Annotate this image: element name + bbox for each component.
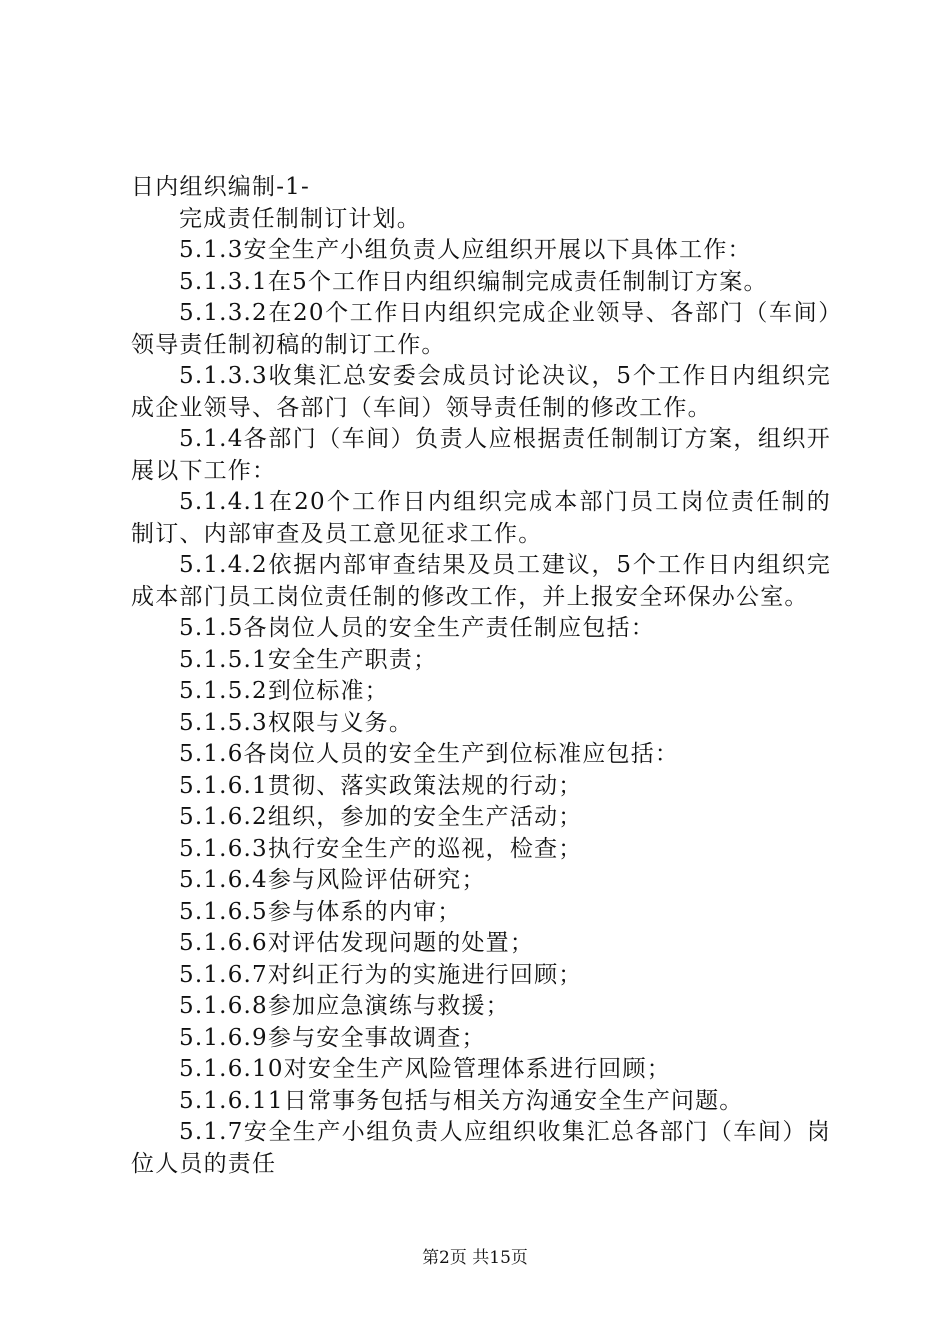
clause-5-1-4-1: 5.1.4.1在20个工作日内组织完成本部门员工岗位责任制的制订、内部审查及员工意见征求工作。 bbox=[131, 489, 831, 547]
clause-5-1-6-10: 5.1.6.10对安全生产风险管理体系进行回顾； bbox=[179, 1056, 671, 1082]
document-body bbox=[131, 172, 831, 1180]
page-indicator: 第2页 共15页 bbox=[422, 1248, 528, 1268]
paragraph-fragment: 日内组织编制-1- bbox=[131, 174, 310, 200]
clause-5-1-5-2: 5.1.5.2到位标准； bbox=[179, 678, 389, 704]
clause-5-1-3-1: 5.1.3.1在5个工作日内组织编制完成责任制制订方案。 bbox=[179, 268, 768, 295]
clause-5-1-5-1: 5.1.5.1安全生产职责； bbox=[179, 646, 438, 673]
clause-5-1-5-3: 5.1.5.3权限与义务。 bbox=[179, 709, 414, 736]
clause-5-1-6-3: 5.1.6.3执行安全生产的巡视，检查； bbox=[179, 835, 583, 862]
clause-5-1-3: 5.1.3安全生产小组负责人应组织开展以下具体工作： bbox=[179, 237, 752, 263]
clause-5-1-6: 5.1.6各岗位人员的安全生产到位标准应包括： bbox=[179, 741, 680, 767]
clause-5-1-4: 5.1.4各部门（车间）负责人应根据责任制制订方案，组织开展以下工作： bbox=[131, 426, 831, 484]
clause-5-1-6-11: 5.1.6.11日常事务包括与相关方沟通安全生产问题。 bbox=[179, 1087, 744, 1114]
clause-5-1-6-9: 5.1.6.9参与安全事故调查； bbox=[179, 1024, 486, 1051]
clause-5-1-5: 5.1.5各岗位人员的安全生产责任制应包括： bbox=[179, 615, 655, 641]
clause-5-1-6-6: 5.1.6.6对评估发现问题的处置； bbox=[179, 930, 535, 956]
clause-5-1-6-5: 5.1.6.5参与体系的内审； bbox=[179, 898, 462, 925]
clause-5-1-7: 5.1.7安全生产小组负责人应组织收集汇总各部门（车间）岗位人员的责任 bbox=[131, 1119, 831, 1177]
clause-5-1-6-8: 5.1.6.8参加应急演练与救援； bbox=[179, 993, 510, 1019]
clause-5-1-6-4: 5.1.6.4参与风险评估研究； bbox=[179, 867, 486, 893]
clause-5-1-6-7: 5.1.6.7对纠正行为的实施进行回顾； bbox=[179, 961, 583, 988]
clause-5-1-3-3: 5.1.3.3收集汇总安委会成员讨论决议，5个工作日内组织完成企业领导、各部门（车间）领导责任制的修改工作。 bbox=[131, 363, 831, 421]
paragraph: 完成责任制制订计划。 bbox=[179, 205, 421, 232]
clause-5-1-4-2: 5.1.4.2依据内部审查结果及员工建议，5个工作日内组织完成本部门员工岗位责任制的修改工作，并上报安全环保办公室。 bbox=[131, 552, 831, 610]
page-footer bbox=[0, 1243, 950, 1268]
clause-5-1-6-1: 5.1.6.1贯彻、落实政策法规的行动； bbox=[179, 772, 583, 799]
clause-5-1-6-2: 5.1.6.2组织，参加的安全生产活动； bbox=[179, 804, 583, 830]
clause-5-1-3-2: 5.1.3.2在20个工作日内组织完成企业领导、各部门（车间）领导责任制初稿的制订工作。 bbox=[131, 300, 831, 358]
